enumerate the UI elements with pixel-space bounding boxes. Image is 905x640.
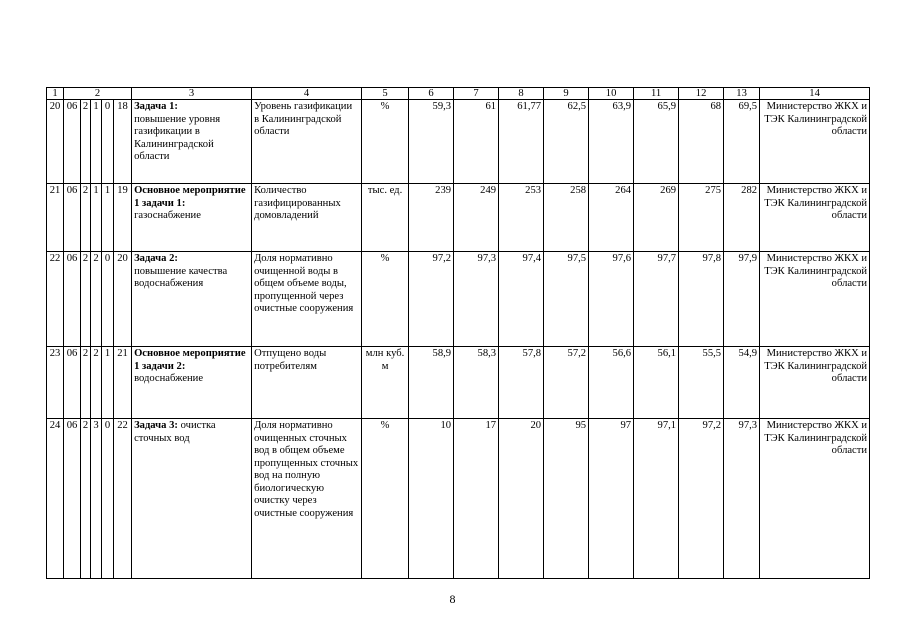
responsible-cell: Министерство ЖКХ и ТЭК Калининградской области	[760, 100, 870, 184]
code-3: 2	[91, 252, 102, 347]
code-4: 0	[102, 419, 114, 579]
value-cell: 69,5	[724, 100, 760, 184]
value-cell: 17	[454, 419, 499, 579]
code-1: 06	[64, 347, 81, 419]
code-3: 1	[91, 184, 102, 252]
table-row	[47, 347, 870, 419]
task-title: Задача 3:	[134, 420, 178, 431]
header-col-9: 9	[544, 88, 589, 100]
value-cell: 95	[544, 419, 589, 579]
table-row	[47, 100, 870, 184]
row-number: 20	[47, 100, 64, 184]
value-cell: 282	[724, 184, 760, 252]
value-cell: 61	[454, 100, 499, 184]
value-cell: 61,77	[499, 100, 544, 184]
value-cell: 97,2	[409, 252, 454, 347]
code-5: 22	[114, 419, 132, 579]
task-text: очистка сточных вод	[134, 420, 216, 444]
table-row	[47, 419, 870, 579]
task-title: Основное мероприятие 1 задачи 1:	[134, 185, 246, 209]
header-col-7: 7	[454, 88, 499, 100]
value-cell: 97,2	[679, 419, 724, 579]
value-cell: 249	[454, 184, 499, 252]
row-number: 23	[47, 347, 64, 419]
task-text: газоснабжение	[134, 210, 201, 221]
code-4: 1	[102, 347, 114, 419]
task-title: Задача 1:	[134, 101, 178, 112]
header-col-11: 11	[634, 88, 679, 100]
unit-cell: %	[362, 252, 409, 347]
responsible-cell: Министерство ЖКХ и ТЭК Калининградской области	[760, 419, 870, 579]
header-col-12: 12	[679, 88, 724, 100]
code-2: 2	[81, 100, 91, 184]
header-col-2: 2	[64, 88, 132, 100]
value-cell: 20	[499, 419, 544, 579]
value-cell: 56,1	[634, 347, 679, 419]
value-cell: 97,8	[679, 252, 724, 347]
header-col-3: 3	[132, 88, 252, 100]
indicator-cell: Доля нормативно очищенных сточных вод в общем объеме пропущенных сточных вод на полную биологическую очистку через очистные сооружения	[252, 419, 362, 579]
unit-cell: тыс. ед.	[362, 184, 409, 252]
value-cell: 97	[589, 419, 634, 579]
value-cell: 97,6	[589, 252, 634, 347]
value-cell: 258	[544, 184, 589, 252]
indicator-cell: Уровень газификации в Калининградской области	[252, 100, 362, 184]
value-cell: 58,3	[454, 347, 499, 419]
value-cell: 97,1	[634, 419, 679, 579]
header-row	[47, 88, 870, 100]
value-cell: 54,9	[724, 347, 760, 419]
value-cell: 62,5	[544, 100, 589, 184]
code-4: 1	[102, 184, 114, 252]
task-text: водоснабжение	[134, 373, 204, 384]
header-col-5: 5	[362, 88, 409, 100]
value-cell: 97,3	[454, 252, 499, 347]
table-row	[47, 252, 870, 347]
code-4: 0	[102, 252, 114, 347]
responsible-cell: Министерство ЖКХ и ТЭК Калининградской области	[760, 184, 870, 252]
value-cell: 264	[589, 184, 634, 252]
row-number: 22	[47, 252, 64, 347]
unit-cell: млн куб. м	[362, 347, 409, 419]
responsible-cell: Министерство ЖКХ и ТЭК Калининградской области	[760, 347, 870, 419]
code-2: 2	[81, 347, 91, 419]
task-title: Задача 2:	[134, 253, 178, 264]
table-row	[47, 184, 870, 252]
code-1: 06	[64, 184, 81, 252]
header-col-6: 6	[409, 88, 454, 100]
code-3: 1	[91, 100, 102, 184]
header-col-14: 14	[760, 88, 870, 100]
code-3: 3	[91, 419, 102, 579]
code-2: 2	[81, 184, 91, 252]
unit-cell: %	[362, 100, 409, 184]
value-cell: 97,7	[634, 252, 679, 347]
header-col-1: 1	[47, 88, 64, 100]
value-cell: 56,6	[589, 347, 634, 419]
value-cell: 97,9	[724, 252, 760, 347]
value-cell: 59,3	[409, 100, 454, 184]
code-3: 2	[91, 347, 102, 419]
indicator-cell: Отпущено воды потребителям	[252, 347, 362, 419]
page-number: 8	[449, 592, 456, 606]
indicators-table	[46, 87, 870, 579]
responsible-cell: Министерство ЖКХ и ТЭК Калининградской области	[760, 252, 870, 347]
task-cell	[132, 347, 252, 419]
header-col-13: 13	[724, 88, 760, 100]
code-1: 06	[64, 419, 81, 579]
code-1: 06	[64, 100, 81, 184]
header-col-8: 8	[499, 88, 544, 100]
value-cell: 58,9	[409, 347, 454, 419]
task-title: Основное мероприятие 1 задачи 2:	[134, 348, 246, 372]
row-number: 24	[47, 419, 64, 579]
header-col-10: 10	[589, 88, 634, 100]
code-2: 2	[81, 419, 91, 579]
task-text: повышение качества водоснабжения	[134, 265, 228, 289]
value-cell: 10	[409, 419, 454, 579]
value-cell: 269	[634, 184, 679, 252]
task-cell	[132, 100, 252, 184]
header-col-4: 4	[252, 88, 362, 100]
value-cell: 97,4	[499, 252, 544, 347]
value-cell: 63,9	[589, 100, 634, 184]
task-cell	[132, 419, 252, 579]
code-4: 0	[102, 100, 114, 184]
value-cell: 97,5	[544, 252, 589, 347]
unit-cell: %	[362, 419, 409, 579]
value-cell: 65,9	[634, 100, 679, 184]
task-cell	[132, 184, 252, 252]
indicator-cell: Количество газифицированных домовладений	[252, 184, 362, 252]
value-cell: 275	[679, 184, 724, 252]
value-cell: 57,2	[544, 347, 589, 419]
task-text: повышение уровня газификации в Калининградской области	[134, 113, 221, 162]
row-number: 21	[47, 184, 64, 252]
value-cell: 97,3	[724, 419, 760, 579]
code-5: 18	[114, 100, 132, 184]
value-cell: 68	[679, 100, 724, 184]
code-5: 21	[114, 347, 132, 419]
value-cell: 55,5	[679, 347, 724, 419]
code-2: 2	[81, 252, 91, 347]
indicator-cell: Доля нормативно очищенной воды в общем объеме воды, пропущенной через очистные сооружения	[252, 252, 362, 347]
value-cell: 239	[409, 184, 454, 252]
task-cell	[132, 252, 252, 347]
value-cell: 57,8	[499, 347, 544, 419]
code-5: 20	[114, 252, 132, 347]
value-cell: 253	[499, 184, 544, 252]
code-5: 19	[114, 184, 132, 252]
code-1: 06	[64, 252, 81, 347]
